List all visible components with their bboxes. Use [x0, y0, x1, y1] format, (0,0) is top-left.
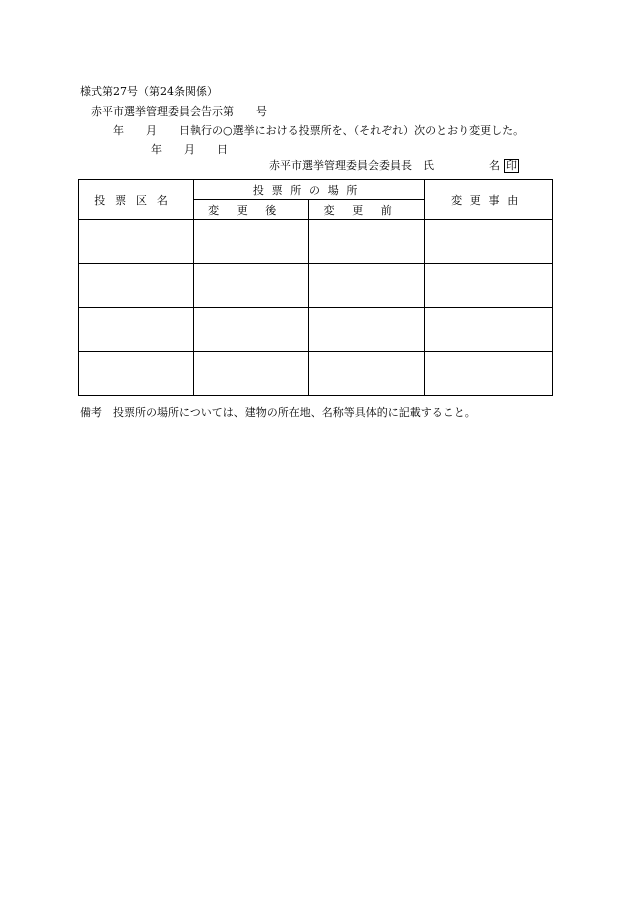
header-location: 投票所の場所 — [194, 180, 425, 200]
cell-reason — [425, 264, 553, 308]
cell-reason — [425, 352, 553, 396]
table-header-row — [79, 180, 553, 200]
notice-number: 赤平市選挙管理委員会告示第 号 — [91, 105, 267, 118]
form-number: 様式第27号（第24条関係） — [80, 85, 218, 98]
cell-after — [194, 264, 309, 308]
polling-place-change-table — [78, 179, 553, 396]
cell-after — [194, 352, 309, 396]
table-row — [79, 220, 553, 264]
cell-district — [79, 220, 194, 264]
cell-before — [309, 308, 425, 352]
header-before: 変更前 — [309, 200, 425, 220]
seal-mark: 印 — [506, 159, 517, 172]
cell-district — [79, 264, 194, 308]
cell-after — [194, 308, 309, 352]
cell-reason — [425, 220, 553, 264]
header-after: 変更後 — [194, 200, 309, 220]
signatory-line — [269, 157, 519, 173]
cell-district — [79, 308, 194, 352]
date-line: 年 月 日 — [151, 143, 228, 156]
table-row — [79, 264, 553, 308]
header-reason: 変更事由 — [425, 180, 553, 220]
table-row — [79, 308, 553, 352]
cell-before — [309, 352, 425, 396]
cell-before — [309, 264, 425, 308]
signatory-name: 赤平市選挙管理委員会委員長 氏 名 — [269, 159, 500, 172]
notice-body-text: 年 月 日執行の○選挙における投票所を、（それぞれ）次のとおり変更した。 — [113, 124, 525, 137]
cell-reason — [425, 308, 553, 352]
cell-district — [79, 352, 194, 396]
cell-before — [309, 220, 425, 264]
remarks-note: 備考 投票所の場所については、建物の所在地、名称等具体的に記載すること。 — [80, 406, 476, 419]
header-district: 投票区名 — [79, 180, 194, 220]
table-row — [79, 352, 553, 396]
cell-after — [194, 220, 309, 264]
